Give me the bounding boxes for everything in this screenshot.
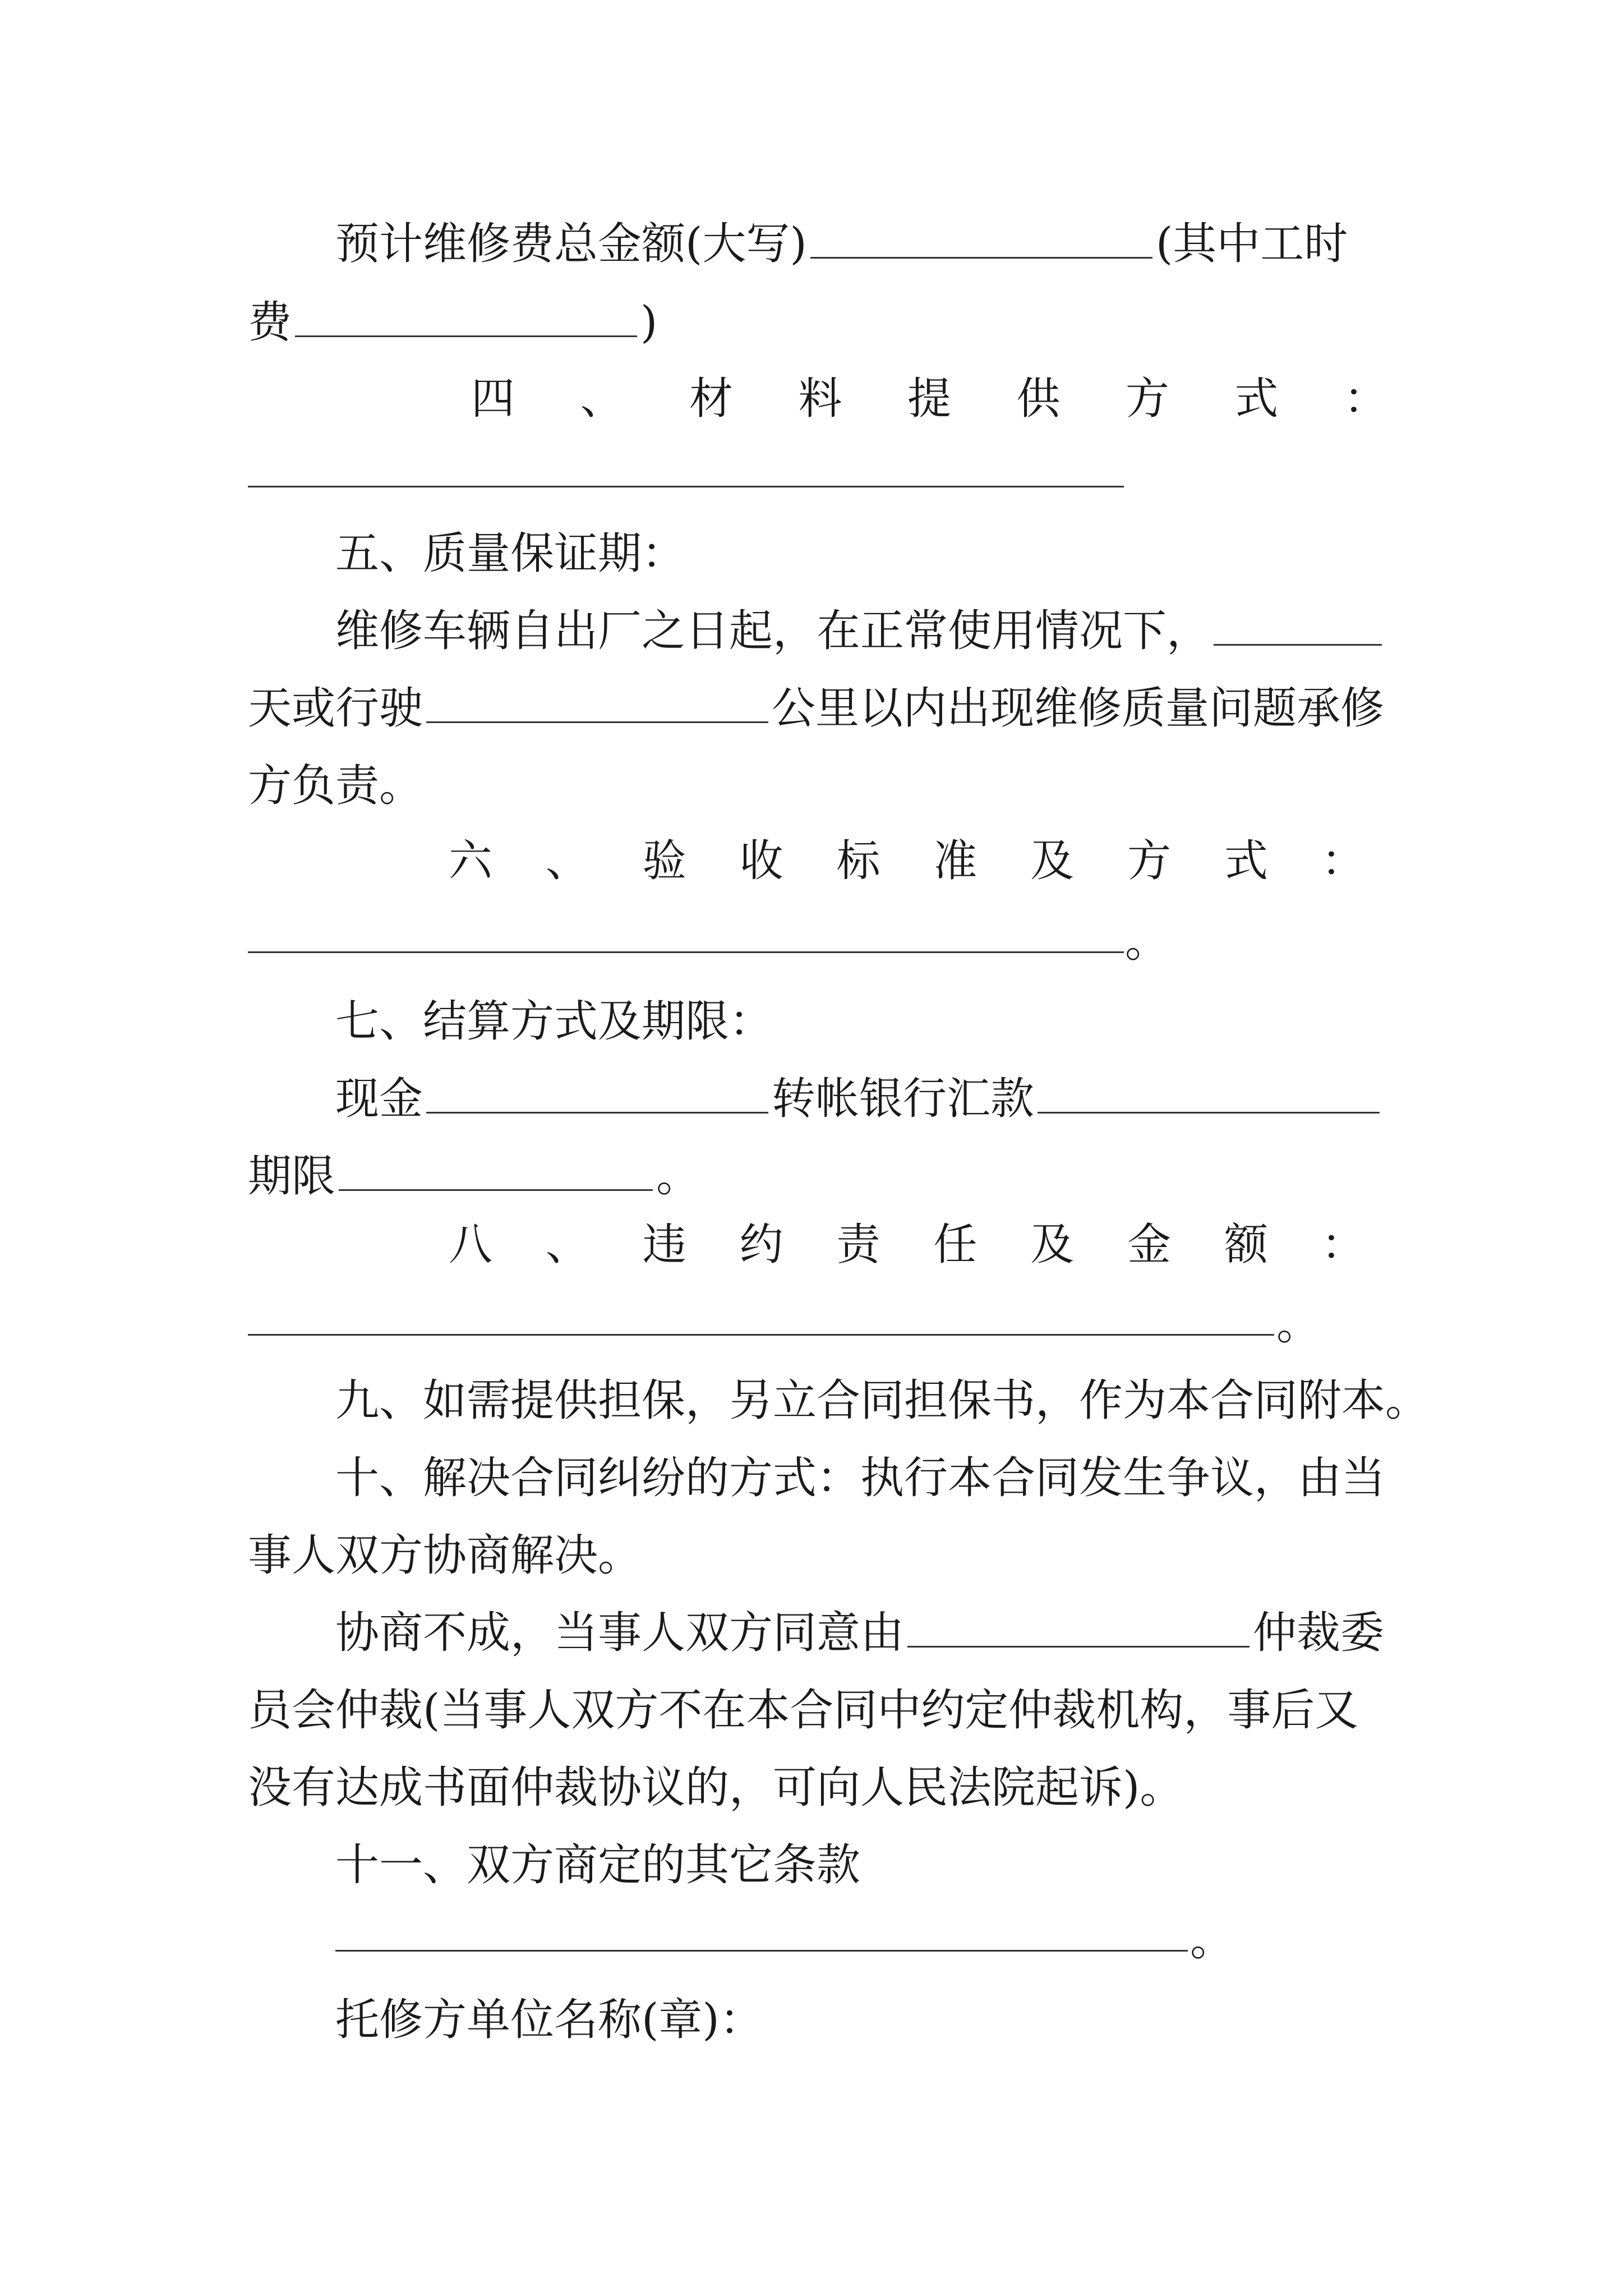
s4-char: 式 — [1234, 374, 1279, 424]
s4-char: 、 — [580, 374, 624, 424]
section-8-heading — [449, 1220, 1365, 1270]
material-supply-blank[interactable] — [248, 486, 1124, 487]
s8-char: 八 — [449, 1220, 493, 1270]
section-5-heading: 五、质量保证期： — [335, 528, 686, 579]
warranty-text-2a: 天或行驶 — [248, 683, 423, 734]
arbitration-text-1b: 仲裁委 — [1253, 1608, 1385, 1658]
labor-fee-blank[interactable] — [295, 301, 637, 337]
cash-blank[interactable] — [426, 1077, 768, 1114]
labor-fee-line — [248, 297, 658, 348]
labor-fee-label: (其中工时 — [1155, 219, 1348, 269]
s6-char: 式 — [1224, 836, 1269, 886]
section-9-text: 九、如需提供担保，另立合同担保书，作为本合同附本。 — [335, 1375, 1430, 1426]
period-mark: 。 — [656, 1151, 700, 1202]
s6-char: 验 — [642, 836, 686, 886]
s6-char: 、 — [545, 836, 589, 886]
s6-char: 收 — [739, 836, 783, 886]
s8-char: 金 — [1127, 1220, 1172, 1270]
section-4-heading — [471, 374, 1387, 424]
close-paren: ) — [640, 297, 658, 348]
s4-char: 供 — [1016, 374, 1061, 424]
section-6-heading — [449, 836, 1365, 886]
s4-char: 方 — [1125, 374, 1169, 424]
client-unit-signature: 托修方单位名称(章)： — [335, 1995, 763, 2045]
s4-char: 提 — [907, 374, 951, 424]
s4-char: 料 — [798, 374, 842, 424]
cash-label: 现金 — [335, 1074, 423, 1124]
s8-char: 额 — [1224, 1220, 1269, 1270]
s8-char: 约 — [739, 1220, 783, 1270]
warranty-line-1 — [335, 606, 1385, 656]
section-10-text-2: 事人双方协商解决。 — [248, 1530, 642, 1581]
s8-char: 任 — [933, 1220, 978, 1270]
warranty-text-2b: 公里以内出现维修质量问题承修 — [772, 683, 1385, 734]
arbitration-line-1 — [335, 1608, 1385, 1658]
warranty-line-3: 方负责。 — [248, 761, 423, 811]
s8-char: 违 — [642, 1220, 686, 1270]
s6-char: 方 — [1127, 836, 1172, 886]
deadline-label: 期限 — [248, 1151, 336, 1202]
s4-char: 四 — [471, 374, 515, 424]
warranty-line-2 — [248, 683, 1385, 734]
warranty-days-blank[interactable] — [1214, 609, 1382, 646]
s6-char: 标 — [836, 836, 880, 886]
s6-char: 六 — [449, 836, 493, 886]
s6-char: 及 — [1030, 836, 1075, 886]
estimated-fee-line — [335, 219, 1348, 269]
settlement-line — [335, 1074, 1383, 1124]
period-mark: 。 — [1276, 1299, 1321, 1350]
s8-char: 及 — [1030, 1220, 1075, 1270]
arbitration-line-2: 员会仲裁(当事人双方不在本合同中约定仲裁机构，事后又 — [248, 1685, 1359, 1736]
estimated-fee-label: 预计维修费总金额(大写) — [335, 219, 807, 269]
section-7-heading: 七、结算方式及期限： — [335, 996, 773, 1047]
period-mark: 。 — [1190, 1915, 1234, 1966]
warranty-text-1: 维修车辆自出厂之日起，在正常使用情况下， — [335, 606, 1211, 656]
deadline-line — [248, 1151, 700, 1202]
s4-char: ： — [1343, 374, 1387, 424]
arbitration-committee-blank[interactable] — [907, 1611, 1249, 1648]
s6-char: ： — [1321, 836, 1365, 886]
deadline-blank[interactable] — [339, 1154, 653, 1191]
s4-char: 材 — [689, 374, 733, 424]
section-11-heading: 十一、双方商定的其它条款 — [335, 1840, 861, 1890]
liability-blank[interactable] — [248, 1334, 1274, 1336]
bank-transfer-label: 转帐银行汇款 — [772, 1074, 1035, 1124]
warranty-km-blank[interactable] — [426, 687, 768, 723]
arbitration-text-1a: 协商不成，当事人双方同意由 — [335, 1608, 905, 1658]
arbitration-line-3: 没有达成书面仲裁协议的，可向人民法院起诉)。 — [248, 1763, 1184, 1813]
s8-char: 责 — [836, 1220, 880, 1270]
fee-amount-blank[interactable] — [810, 222, 1152, 259]
acceptance-standard-blank[interactable] — [248, 951, 1124, 953]
s8-char: 、 — [545, 1220, 589, 1270]
s6-char: 准 — [933, 836, 978, 886]
s8-char: ： — [1321, 1220, 1365, 1270]
bank-transfer-blank[interactable] — [1038, 1077, 1380, 1114]
section-10-text-1: 十、解决合同纠纷的方式：执行本合同发生争议，由当 — [335, 1453, 1386, 1503]
other-terms-blank[interactable] — [335, 1950, 1188, 1952]
period-mark: 。 — [1125, 917, 1169, 967]
fee-char: 费 — [248, 297, 292, 348]
